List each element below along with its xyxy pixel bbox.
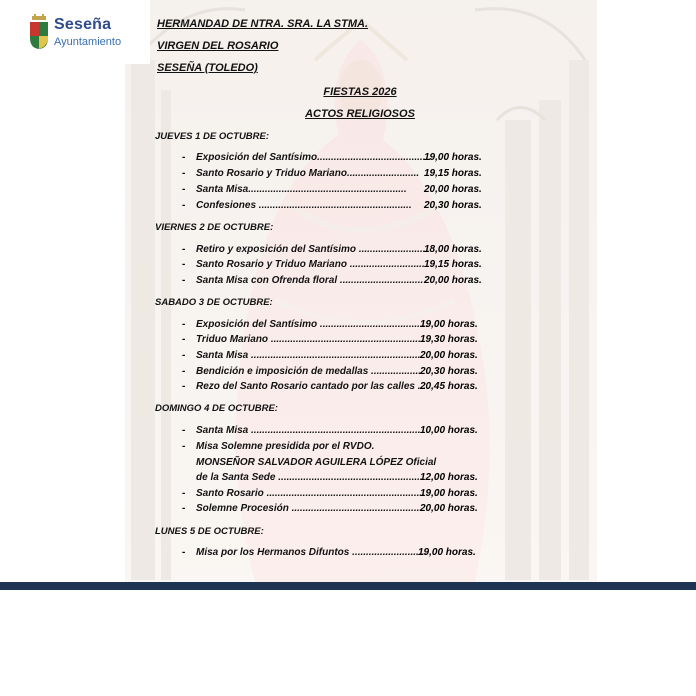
event-name: Triduo Mariano ....................................................... bbox=[196, 334, 424, 345]
event-name: Misa por los Hermanos Difuntos ........................... bbox=[196, 547, 428, 558]
municipality-logo[interactable] bbox=[0, 0, 150, 64]
bullet-dash: - bbox=[182, 350, 186, 361]
event-time: 20,00 horas. bbox=[424, 275, 482, 286]
bullet-dash: - bbox=[182, 366, 186, 377]
event-name: Misa Solemne presidida por el RVDO. bbox=[196, 441, 375, 452]
event-time: 20,00 horas. bbox=[420, 350, 478, 361]
event-name: Bendición e imposición de medallas .................. bbox=[196, 366, 422, 377]
brotherhood-location: SESEÑA (TOLEDO) bbox=[157, 62, 258, 74]
event-time: 18,00 horas. bbox=[424, 244, 482, 255]
bullet-dash: - bbox=[182, 503, 186, 514]
brotherhood-title: HERMANDAD DE NTRA. SRA. LA STMA. bbox=[157, 18, 369, 30]
event-name: Rezo del Santo Rosario cantado por las calles ... bbox=[196, 381, 427, 392]
bullet-dash: - bbox=[182, 441, 186, 452]
event-time: 19,00 horas. bbox=[418, 547, 476, 558]
bullet-dash: - bbox=[182, 152, 186, 163]
event-time: 19,15 horas. bbox=[424, 259, 482, 270]
bullet-dash: - bbox=[182, 200, 186, 211]
event-name: Santa Misa ............................................................. bbox=[196, 350, 421, 361]
bullet-dash: - bbox=[182, 259, 186, 270]
event-time: 10,00 horas. bbox=[420, 425, 478, 436]
event-name: Exposición del Santísimo ....................................... bbox=[196, 319, 429, 330]
event-name: Santo Rosario y Triduo Mariano.......................... bbox=[196, 168, 420, 179]
bullet-dash: - bbox=[182, 425, 186, 436]
event-name: Santa Misa con Ofrenda floral .............................. bbox=[196, 275, 424, 286]
day-label: VIERNES 2 DE OCTUBRE: bbox=[155, 222, 274, 233]
event-time: 19,00 horas. bbox=[420, 319, 478, 330]
event-name: Confesiones ....................................................... bbox=[196, 200, 412, 211]
logo-subtitle: Ayuntamiento bbox=[54, 36, 122, 48]
event-name: Solemne Procesión ............................................... bbox=[196, 503, 423, 514]
event-name: Santa Misa......................................................... bbox=[196, 184, 407, 195]
event-name: Retiro y exposición del Santísimo ......................... bbox=[196, 244, 429, 255]
event-time: 19,00 horas. bbox=[420, 488, 478, 499]
religious-acts-heading: ACTOS RELIGIOSOS bbox=[305, 108, 415, 120]
day-label: SABADO 3 DE OCTUBRE: bbox=[155, 297, 273, 308]
event-name: Santo Rosario y Triduo Mariano ........................... bbox=[196, 259, 425, 270]
bullet-dash: - bbox=[182, 275, 186, 286]
event-time: 19,00 horas. bbox=[424, 152, 482, 163]
bullet-dash: - bbox=[182, 381, 186, 392]
bullet-dash: - bbox=[182, 244, 186, 255]
bullet-dash: - bbox=[182, 334, 186, 345]
event-name: Santo Rosario ......................................................... bbox=[196, 488, 425, 499]
event-time: 20,00 horas. bbox=[420, 503, 478, 514]
event-name-continuation: de la Santa Sede .................................................... bbox=[196, 472, 423, 483]
event-time: 12,00 horas. bbox=[420, 472, 478, 483]
event-time: 20,30 horas. bbox=[420, 366, 478, 377]
brotherhood-subtitle: VIRGEN DEL ROSARIO bbox=[157, 40, 279, 52]
fiestas-heading: FIESTAS 2026 bbox=[323, 86, 397, 98]
event-time: 19,15 horas. bbox=[424, 168, 482, 179]
day-label: DOMINGO 4 DE OCTUBRE: bbox=[155, 403, 278, 414]
coat-of-arms-icon bbox=[28, 14, 50, 50]
bullet-dash: - bbox=[182, 184, 186, 195]
event-name: Exposición del Santísimo......................................... bbox=[196, 152, 432, 163]
event-name-continuation: MONSEÑOR SALVADOR AGUILERA LÓPEZ Oficial bbox=[196, 457, 437, 468]
event-time: 20,45 horas. bbox=[420, 381, 478, 392]
bullet-dash: - bbox=[182, 488, 186, 499]
logo-title: Seseña bbox=[54, 16, 112, 33]
day-label: JUEVES 1 DE OCTUBRE: bbox=[155, 131, 270, 142]
bullet-dash: - bbox=[182, 319, 186, 330]
day-label: LUNES 5 DE OCTUBRE: bbox=[155, 526, 264, 537]
bullet-dash: - bbox=[182, 168, 186, 179]
event-time: 19,30 horas. bbox=[420, 334, 478, 345]
event-name: Santa Misa ............................................................. bbox=[196, 425, 421, 436]
event-time: 20,00 horas. bbox=[424, 184, 482, 195]
event-time: 20,30 horas. bbox=[424, 200, 482, 211]
bullet-dash: - bbox=[182, 547, 186, 558]
bottom-divider-bar bbox=[0, 582, 696, 590]
